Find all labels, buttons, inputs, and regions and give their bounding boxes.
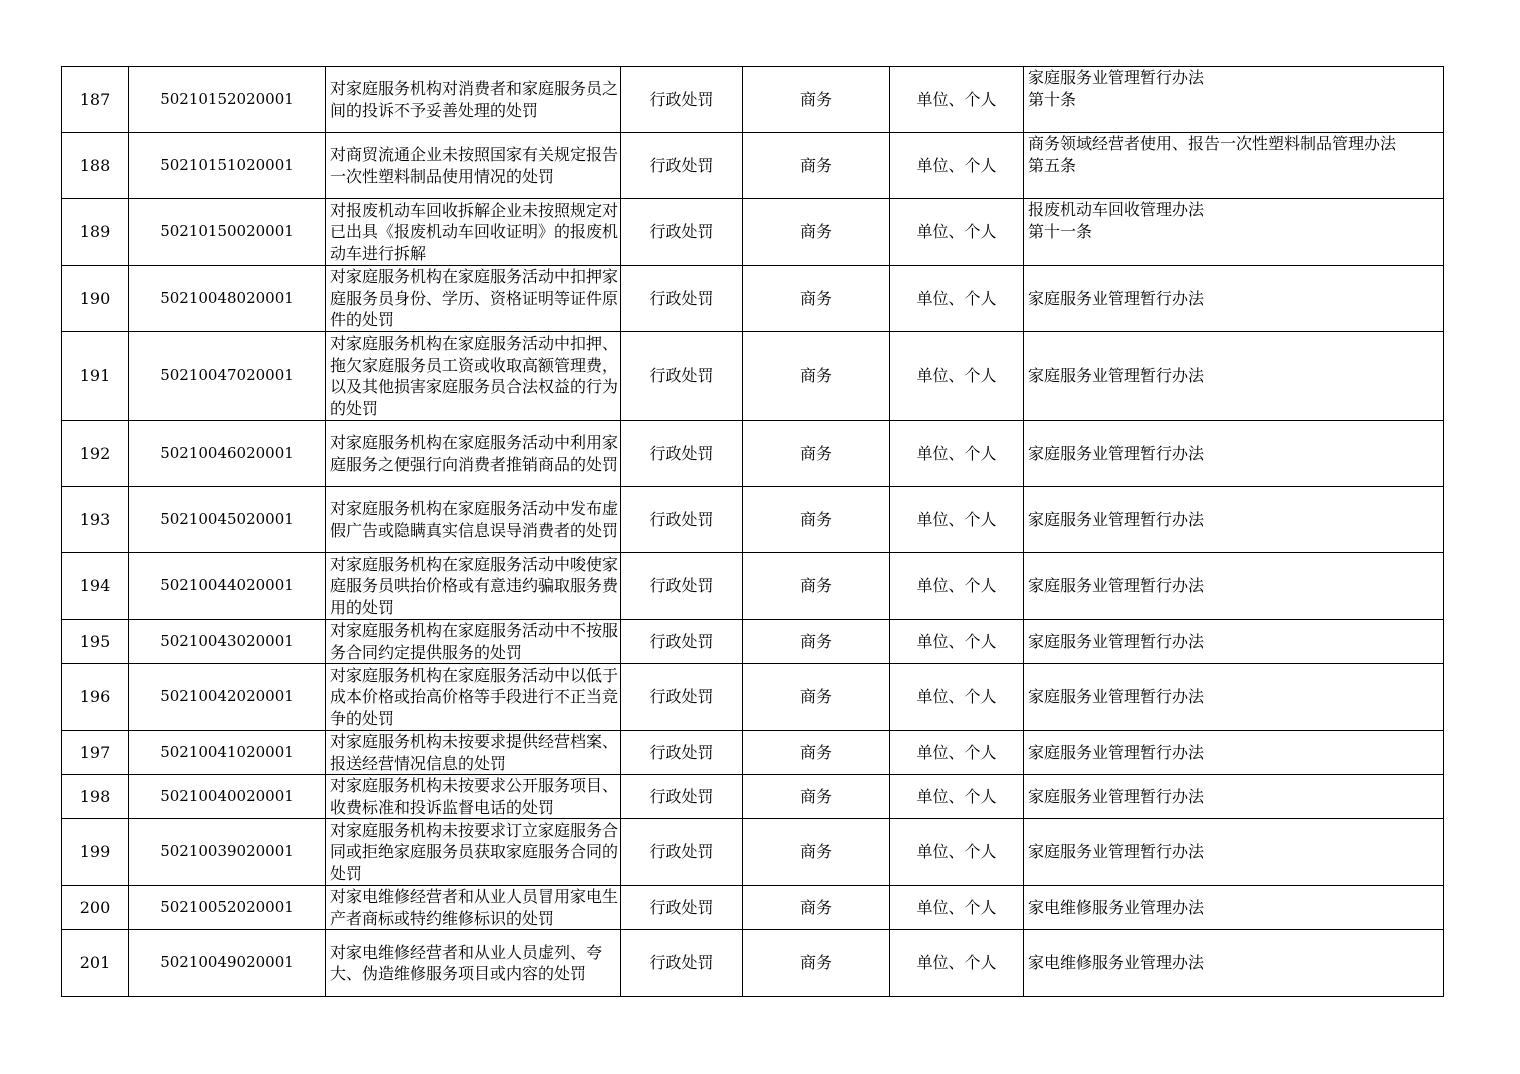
power-type-cell: 行政处罚 bbox=[621, 266, 743, 332]
legal-basis-line: 家庭服务业管理暂行办法 bbox=[1028, 443, 1205, 463]
item-name-cell: 对家庭服务机构在家庭服务活动中唆使家庭服务员哄抬价格或有意违约骗取服务费用的处罚 bbox=[326, 553, 621, 620]
table-row bbox=[62, 731, 1444, 775]
legal-basis-cell bbox=[1024, 421, 1444, 487]
department-cell: 商务 bbox=[743, 620, 890, 664]
power-type-cell: 行政处罚 bbox=[621, 332, 743, 421]
item-code-cell: 50210041020001 bbox=[129, 731, 326, 775]
department-cell: 商务 bbox=[743, 664, 890, 731]
item-code-cell: 50210052020001 bbox=[129, 886, 326, 930]
item-name-cell: 对家庭服务机构对消费者和家庭服务员之间的投诉不予妥善处理的处罚 bbox=[326, 67, 621, 133]
power-type-cell: 行政处罚 bbox=[621, 819, 743, 886]
row-number-cell: 197 bbox=[62, 731, 129, 775]
subject-cell: 单位、个人 bbox=[890, 553, 1024, 620]
table-body bbox=[62, 67, 1444, 997]
department-cell: 商务 bbox=[743, 421, 890, 487]
row-number-cell: 199 bbox=[62, 819, 129, 886]
department-cell: 商务 bbox=[743, 133, 890, 199]
department-cell: 商务 bbox=[743, 266, 890, 332]
department-cell: 商务 bbox=[743, 731, 890, 775]
power-type-cell: 行政处罚 bbox=[621, 930, 743, 997]
table-row bbox=[62, 421, 1444, 487]
department-cell: 商务 bbox=[743, 487, 890, 553]
department-cell: 商务 bbox=[743, 67, 890, 133]
item-code-cell: 50210152020001 bbox=[129, 67, 326, 133]
item-name-cell: 对家庭服务机构在家庭服务活动中扣押家庭服务员身份、学历、资格证明等证件原件的处罚 bbox=[326, 266, 621, 332]
department-cell: 商务 bbox=[743, 819, 890, 886]
power-type-cell: 行政处罚 bbox=[621, 775, 743, 819]
legal-basis-cell bbox=[1024, 133, 1444, 199]
legal-basis-cell bbox=[1024, 332, 1444, 421]
power-type-cell: 行政处罚 bbox=[621, 199, 743, 266]
legal-basis-cell bbox=[1024, 731, 1444, 775]
power-type-cell: 行政处罚 bbox=[621, 886, 743, 930]
legal-basis-line: 报废机动车回收管理办法 bbox=[1028, 200, 1205, 219]
item-code-cell: 50210043020001 bbox=[129, 620, 326, 664]
row-number-cell: 189 bbox=[62, 199, 129, 266]
item-name-cell: 对家庭服务机构未按要求公开服务项目、收费标准和投诉监督电话的处罚 bbox=[326, 775, 621, 819]
subject-cell: 单位、个人 bbox=[890, 930, 1024, 997]
item-code-cell: 50210046020001 bbox=[129, 421, 326, 487]
legal-basis-line: 第十一条 bbox=[1028, 221, 1093, 241]
row-number-cell: 194 bbox=[62, 553, 129, 620]
row-number-cell: 193 bbox=[62, 487, 129, 553]
table-row bbox=[62, 332, 1444, 421]
row-number-cell: 187 bbox=[62, 67, 129, 133]
item-code-cell: 50210042020001 bbox=[129, 664, 326, 731]
legal-basis-line: 家庭服务业管理暂行办法 bbox=[1028, 786, 1205, 806]
table-row bbox=[62, 487, 1444, 553]
item-name-cell: 对家庭服务机构未按要求提供经营档案、报送经营情况信息的处罚 bbox=[326, 731, 621, 775]
department-cell: 商务 bbox=[743, 886, 890, 930]
subject-cell: 单位、个人 bbox=[890, 819, 1024, 886]
table-row bbox=[62, 133, 1444, 199]
legal-basis-line: 家庭服务业管理暂行办法 bbox=[1028, 742, 1205, 762]
table-row bbox=[62, 775, 1444, 819]
legal-basis-line: 家电维修服务业管理办法 bbox=[1028, 897, 1205, 917]
legal-basis-line: 家庭服务业管理暂行办法 bbox=[1028, 68, 1205, 87]
legal-basis-cell bbox=[1024, 266, 1444, 332]
item-name-cell: 对家庭服务机构在家庭服务活动中不按服务合同约定提供服务的处罚 bbox=[326, 620, 621, 664]
subject-cell: 单位、个人 bbox=[890, 775, 1024, 819]
subject-cell: 单位、个人 bbox=[890, 199, 1024, 266]
legal-basis-line: 家庭服务业管理暂行办法 bbox=[1028, 366, 1205, 386]
row-number-cell: 190 bbox=[62, 266, 129, 332]
item-code-cell: 50210040020001 bbox=[129, 775, 326, 819]
table-row bbox=[62, 553, 1444, 620]
subject-cell: 单位、个人 bbox=[890, 421, 1024, 487]
table-row bbox=[62, 886, 1444, 930]
permissions-table bbox=[61, 66, 1444, 997]
legal-basis-line: 家庭服务业管理暂行办法 bbox=[1028, 631, 1205, 651]
subject-cell: 单位、个人 bbox=[890, 67, 1024, 133]
legal-basis-line: 家庭服务业管理暂行办法 bbox=[1028, 576, 1205, 596]
department-cell: 商务 bbox=[743, 199, 890, 266]
department-cell: 商务 bbox=[743, 775, 890, 819]
item-name-cell: 对商贸流通企业未按照国家有关规定报告一次性塑料制品使用情况的处罚 bbox=[326, 133, 621, 199]
subject-cell: 单位、个人 bbox=[890, 487, 1024, 553]
subject-cell: 单位、个人 bbox=[890, 332, 1024, 421]
row-number-cell: 201 bbox=[62, 930, 129, 997]
legal-basis-line: 家庭服务业管理暂行办法 bbox=[1028, 842, 1205, 862]
legal-basis-line: 第五条 bbox=[1028, 155, 1077, 175]
legal-basis-cell bbox=[1024, 487, 1444, 553]
power-type-cell: 行政处罚 bbox=[621, 421, 743, 487]
power-type-cell: 行政处罚 bbox=[621, 553, 743, 620]
legal-basis-line: 第十条 bbox=[1028, 89, 1077, 109]
item-code-cell: 50210151020001 bbox=[129, 133, 326, 199]
legal-basis-cell bbox=[1024, 886, 1444, 930]
legal-basis-line: 家庭服务业管理暂行办法 bbox=[1028, 687, 1205, 707]
row-number-cell: 191 bbox=[62, 332, 129, 421]
department-cell: 商务 bbox=[743, 553, 890, 620]
item-name-cell: 对报废机动车回收拆解企业未按照规定对已出具《报废机动车回收证明》的报废机动车进行拆解 bbox=[326, 199, 621, 266]
table-row bbox=[62, 266, 1444, 332]
item-name-cell: 对家庭服务机构在家庭服务活动中以低于成本价格或抬高价格等手段进行不正当竞争的处罚 bbox=[326, 664, 621, 731]
power-type-cell: 行政处罚 bbox=[621, 67, 743, 133]
item-code-cell: 50210044020001 bbox=[129, 553, 326, 620]
item-code-cell: 50210047020001 bbox=[129, 332, 326, 421]
item-name-cell: 对家电维修经营者和从业人员冒用家电生产者商标或特约维修标识的处罚 bbox=[326, 886, 621, 930]
subject-cell: 单位、个人 bbox=[890, 133, 1024, 199]
power-type-cell: 行政处罚 bbox=[621, 664, 743, 731]
table-row bbox=[62, 67, 1444, 133]
item-name-cell: 对家电维修经营者和从业人员虚列、夸大、伪造维修服务项目或内容的处罚 bbox=[326, 930, 621, 997]
item-code-cell: 50210049020001 bbox=[129, 930, 326, 997]
subject-cell: 单位、个人 bbox=[890, 886, 1024, 930]
item-name-cell: 对家庭服务机构在家庭服务活动中扣押、拖欠家庭服务员工资或收取高额管理费，以及其他损害家庭服务员合法权益的行为的处罚 bbox=[326, 332, 621, 421]
item-name-cell: 对家庭服务机构在家庭服务活动中利用家庭服务之便强行向消费者推销商品的处罚 bbox=[326, 421, 621, 487]
row-number-cell: 195 bbox=[62, 620, 129, 664]
legal-basis-cell bbox=[1024, 199, 1444, 266]
row-number-cell: 196 bbox=[62, 664, 129, 731]
legal-basis-line: 家电维修服务业管理办法 bbox=[1028, 953, 1205, 973]
item-code-cell: 50210039020001 bbox=[129, 819, 326, 886]
legal-basis-cell bbox=[1024, 930, 1444, 997]
subject-cell: 单位、个人 bbox=[890, 620, 1024, 664]
row-number-cell: 198 bbox=[62, 775, 129, 819]
row-number-cell: 188 bbox=[62, 133, 129, 199]
power-type-cell: 行政处罚 bbox=[621, 133, 743, 199]
table-row bbox=[62, 620, 1444, 664]
item-code-cell: 50210150020001 bbox=[129, 199, 326, 266]
table-row bbox=[62, 930, 1444, 997]
legal-basis-cell bbox=[1024, 775, 1444, 819]
legal-basis-cell bbox=[1024, 819, 1444, 886]
table-row bbox=[62, 199, 1444, 266]
power-type-cell: 行政处罚 bbox=[621, 487, 743, 553]
legal-basis-cell bbox=[1024, 620, 1444, 664]
row-number-cell: 192 bbox=[62, 421, 129, 487]
item-code-cell: 50210045020001 bbox=[129, 487, 326, 553]
row-number-cell: 200 bbox=[62, 886, 129, 930]
legal-basis-cell bbox=[1024, 553, 1444, 620]
subject-cell: 单位、个人 bbox=[890, 266, 1024, 332]
subject-cell: 单位、个人 bbox=[890, 664, 1024, 731]
legal-basis-cell bbox=[1024, 67, 1444, 133]
department-cell: 商务 bbox=[743, 332, 890, 421]
subject-cell: 单位、个人 bbox=[890, 731, 1024, 775]
table-row bbox=[62, 819, 1444, 886]
legal-basis-line: 家庭服务业管理暂行办法 bbox=[1028, 509, 1205, 529]
department-cell: 商务 bbox=[743, 930, 890, 997]
legal-basis-cell bbox=[1024, 664, 1444, 731]
item-code-cell: 50210048020001 bbox=[129, 266, 326, 332]
power-type-cell: 行政处罚 bbox=[621, 731, 743, 775]
legal-basis-line: 家庭服务业管理暂行办法 bbox=[1028, 288, 1205, 308]
legal-basis-line: 商务领域经营者使用、报告一次性塑料制品管理办法 bbox=[1028, 134, 1397, 153]
table-row bbox=[62, 664, 1444, 731]
item-name-cell: 对家庭服务机构在家庭服务活动中发布虚假广告或隐瞒真实信息误导消费者的处罚 bbox=[326, 487, 621, 553]
item-name-cell: 对家庭服务机构未按要求订立家庭服务合同或拒绝家庭服务员获取家庭服务合同的处罚 bbox=[326, 819, 621, 886]
power-type-cell: 行政处罚 bbox=[621, 620, 743, 664]
